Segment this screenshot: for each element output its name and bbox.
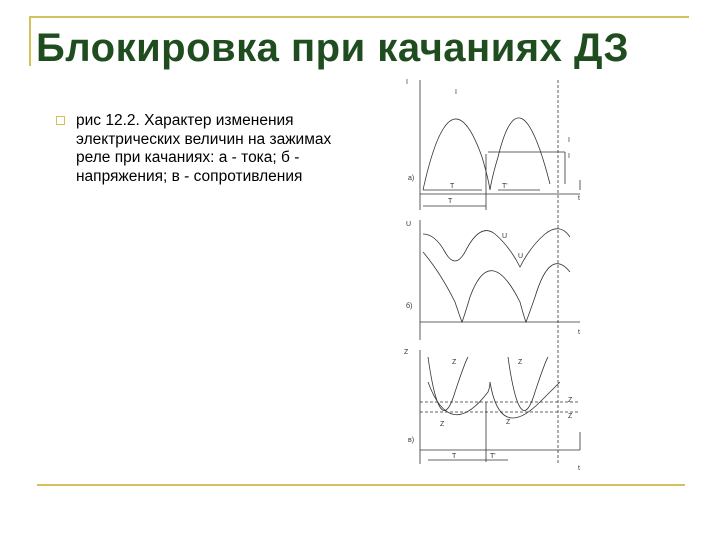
- panel-b-tag: б): [406, 303, 413, 310]
- panel-a-t-label: t: [578, 195, 580, 202]
- panel-b-curve-label-1: U: [502, 233, 508, 240]
- panel-b-voltage-lower-curve: [423, 252, 570, 322]
- panel-b-t-label: t: [578, 329, 580, 336]
- panel-c-tag: в): [408, 437, 415, 444]
- frame-top-border: [29, 16, 689, 18]
- panel-c-period-1: T: [452, 453, 457, 460]
- swing-waveform-figure: [390, 72, 630, 472]
- panel-c-curve-label-1: Z: [452, 359, 457, 366]
- panel-c-right-label-2: Z: [568, 413, 573, 420]
- panel-c-lower-label-2: Z: [506, 419, 511, 426]
- panel-c-impedance-curve-2: [508, 357, 548, 411]
- panel-b-y-label: U: [406, 221, 412, 228]
- panel-a-period-3: T: [448, 198, 453, 205]
- panel-b-curve-label-2: U: [518, 253, 524, 260]
- frame-bottom-border: [37, 484, 685, 486]
- slide-title: Блокировка при качаниях ДЗ: [36, 26, 630, 70]
- panel-c-curve-label-2: Z: [518, 359, 523, 366]
- panel-a-current-curve: [423, 118, 550, 190]
- panel-b-voltage-upper-curve: [423, 229, 570, 267]
- panel-a-right-label-2: I: [568, 153, 570, 160]
- panel-a-period-1: T: [450, 183, 455, 190]
- panel-c-lower-label-1: Z: [440, 421, 445, 428]
- panel-c-period-2: T': [490, 453, 496, 460]
- panel-c-impedance-curve-4: [490, 382, 560, 418]
- panel-c-t-label: t: [578, 465, 580, 472]
- panel-a-tag: а): [408, 175, 415, 182]
- panel-a-period-2: T': [502, 183, 508, 190]
- figure-caption: рис 12.2. Характер изменения электрических величин на зажимах реле при качаниях: а - тока; б - напряжения; в - сопротивления: [76, 112, 332, 185]
- panel-a-right-label-1: I: [568, 137, 570, 144]
- frame-left-border: [29, 16, 31, 66]
- panel-c-y-label: Z: [404, 349, 409, 356]
- panel-c-right-label-1: Z: [568, 397, 573, 404]
- panel-a-y-label: I: [406, 79, 408, 86]
- panel-c-impedance-curve-3: [428, 382, 490, 415]
- panel-a-curve-label: I: [455, 89, 457, 96]
- bullet-icon: [56, 116, 65, 125]
- panel-c-impedance-curve-1: [428, 357, 468, 411]
